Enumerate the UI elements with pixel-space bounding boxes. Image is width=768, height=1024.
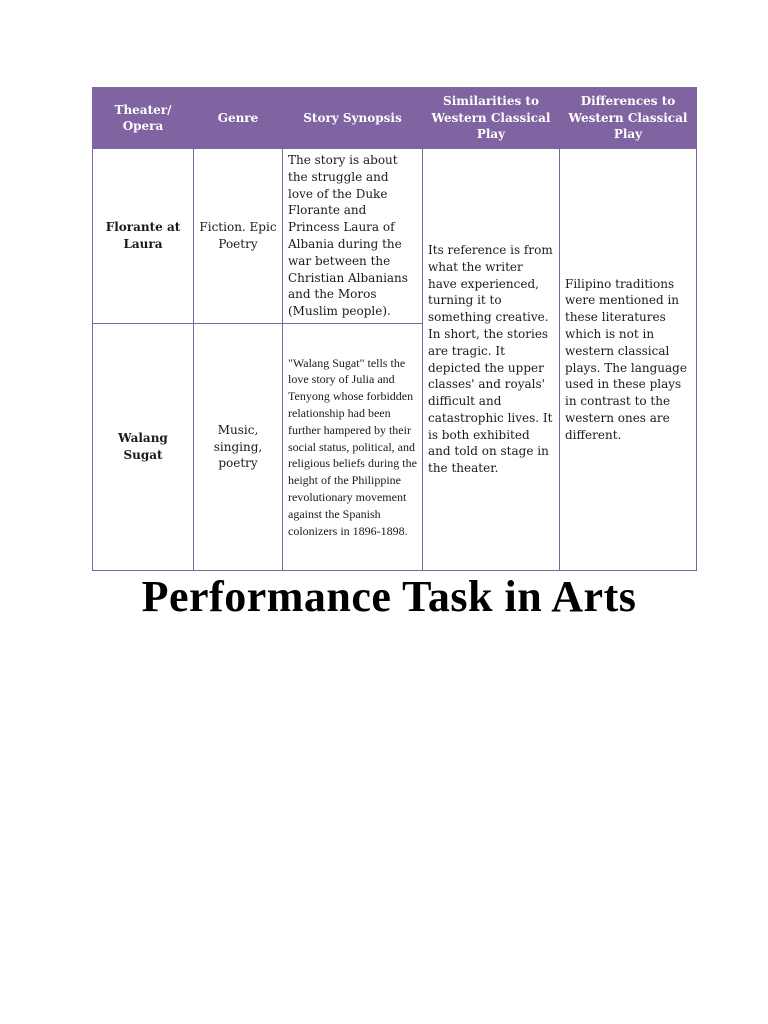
header-similarities: Similarities to Western Classical Play	[423, 88, 560, 149]
synopsis-cell: The story is about the struggle and love of the Duke Florante and Princess Laura of Albania during the war between the Christian Albanians and the Moros (Muslim people).	[283, 149, 423, 324]
genre-cell: Music, singing, poetry	[194, 324, 283, 571]
header-differences: Differences to Western Classical Play	[560, 88, 697, 149]
header-genre: Genre	[194, 88, 283, 149]
page-heading: Performance Task in Arts	[141, 572, 637, 621]
header-synopsis: Story Synopsis	[283, 88, 423, 149]
title-cell: Walang Sugat	[93, 324, 194, 571]
table-header-row	[93, 88, 697, 149]
synopsis-cell: "Walang Sugat" tells the love story of Julia and Tenyong whose forbidden relationship had been further hampered by their social status, political, and religious beliefs during the height of the Philippine revolutionary movement against the Spanish colonizers in 1896-1898.	[283, 324, 423, 571]
table-row	[93, 149, 697, 324]
similarities-cell: Its reference is from what the writer have experienced, turning it to something creative. In short, the stories are tragic. It depicted the upper classes' and royals' difficult and catastrophic lives. It is both exhibited and told on stage in the theater.	[423, 149, 560, 571]
differences-cell: Filipino traditions were mentioned in these literatures which is not in western classical plays. The language used in these plays in contrast to the western ones are different.	[560, 149, 697, 571]
comparison-table	[92, 87, 697, 571]
genre-cell: Fiction. Epic Poetry	[194, 149, 283, 324]
title-cell: Florante at Laura	[93, 149, 194, 324]
header-theater: Theater/ Opera	[93, 88, 194, 149]
